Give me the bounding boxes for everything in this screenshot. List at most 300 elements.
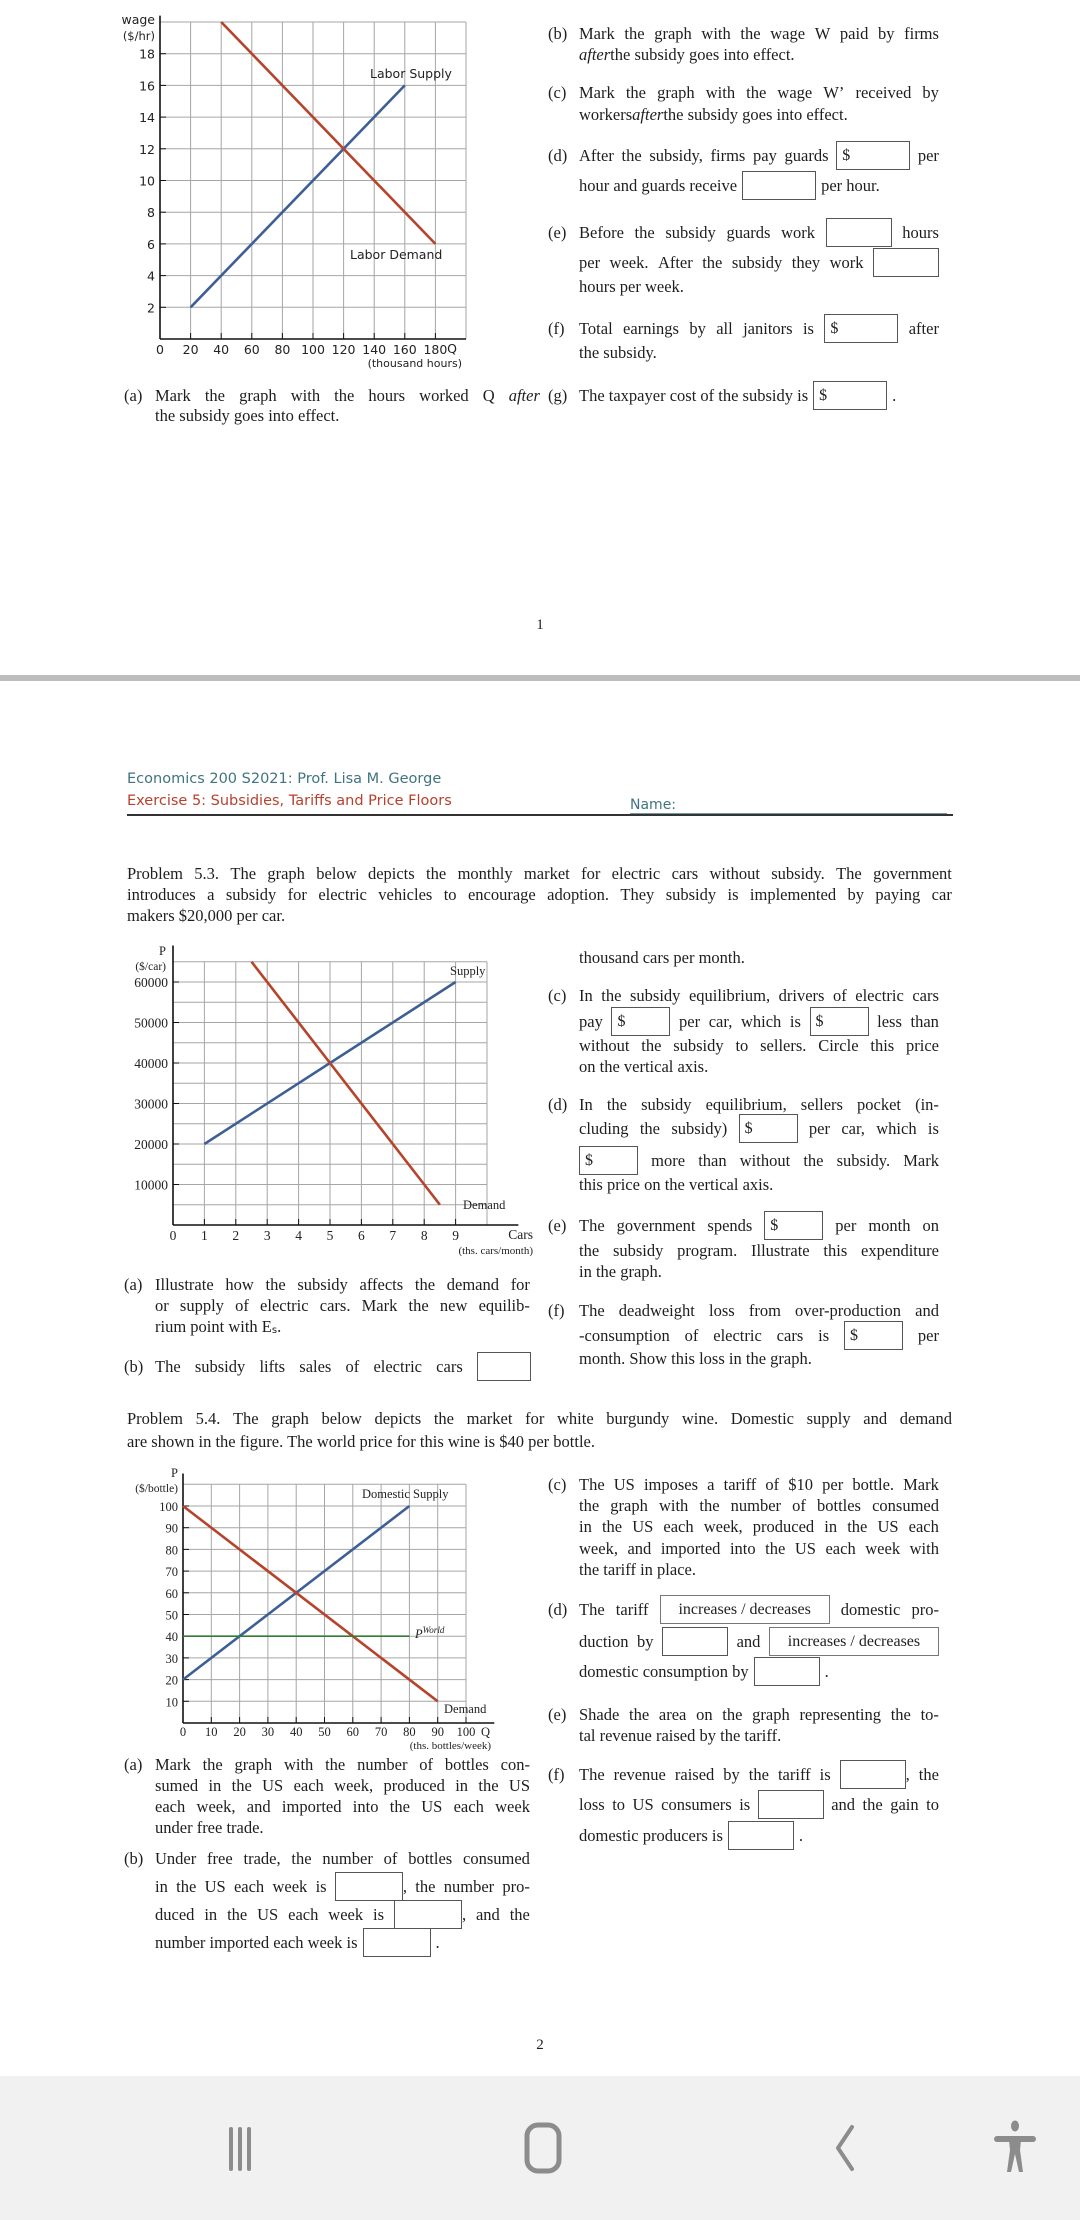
text: after xyxy=(632,104,664,124)
answer-box[interactable] xyxy=(363,1928,431,1957)
word xyxy=(820,1765,831,1785)
text: to xyxy=(926,1794,939,1814)
x-tick-label: 70 xyxy=(374,1725,388,1739)
text: they xyxy=(791,252,821,272)
text: the xyxy=(765,1538,786,1558)
word xyxy=(801,1095,843,1115)
question-label: (e) xyxy=(548,223,567,242)
p3-f-line xyxy=(579,1760,939,1789)
p3-f-line xyxy=(579,1790,939,1819)
word xyxy=(841,1119,865,1139)
answer-box[interactable] xyxy=(754,1657,820,1686)
y-tick-label: 2 xyxy=(147,300,155,316)
text: the xyxy=(408,1295,429,1315)
question-label: (a) xyxy=(124,1755,143,1774)
text: the xyxy=(415,1876,436,1896)
text: Illustrate xyxy=(750,1240,810,1260)
text: per xyxy=(822,1474,844,1494)
text: on xyxy=(696,1704,713,1724)
text: market xyxy=(466,1408,513,1428)
word xyxy=(689,319,706,339)
word xyxy=(321,1409,361,1429)
course-header: Economics 200 S2021: Prof. Lisa M. George xyxy=(127,771,442,787)
answer-box[interactable]: $ xyxy=(844,1321,903,1350)
text: burgundy xyxy=(606,1408,670,1428)
answer-box[interactable]: $ xyxy=(739,1114,798,1143)
text: for xyxy=(287,884,307,904)
word xyxy=(911,1600,939,1620)
word xyxy=(709,1301,735,1321)
y-tick-label: 80 xyxy=(165,1543,178,1558)
text: -consumption xyxy=(579,1325,670,1345)
text: the subsidy goes into effect. xyxy=(610,44,795,64)
text: is xyxy=(727,884,739,904)
text: in xyxy=(208,1775,222,1795)
text: The xyxy=(836,863,862,883)
text: cars xyxy=(912,985,939,1005)
word xyxy=(918,146,939,166)
text: after xyxy=(908,318,939,338)
text: in xyxy=(455,1775,469,1795)
word xyxy=(436,1357,463,1377)
text: in the graph. xyxy=(579,1261,662,1281)
word xyxy=(818,1326,829,1346)
p2-intro-line xyxy=(127,901,952,930)
word xyxy=(346,1357,360,1377)
word xyxy=(863,1409,887,1429)
text: the tariff in place. xyxy=(579,1559,696,1579)
x-tick-label: 7 xyxy=(389,1228,397,1243)
p3-b-line xyxy=(155,1900,530,1929)
y-tick-label: 16 xyxy=(139,78,155,94)
text: cars xyxy=(776,1325,804,1345)
text: of xyxy=(684,1325,699,1345)
text: by xyxy=(723,1764,740,1784)
text: the xyxy=(639,1118,660,1138)
word xyxy=(610,253,649,273)
text: In xyxy=(579,1094,593,1114)
text: for xyxy=(581,863,601,883)
p2-e-line xyxy=(579,1257,939,1286)
text: this xyxy=(870,1035,895,1055)
accessibility-button[interactable] xyxy=(980,2116,1050,2180)
text: workers xyxy=(579,104,633,124)
text: and xyxy=(863,1408,888,1428)
text: bottles xyxy=(816,1495,861,1515)
text: cars xyxy=(436,1356,463,1376)
text: US xyxy=(632,1794,654,1814)
word xyxy=(155,1905,194,1925)
text: paid xyxy=(839,23,869,43)
word xyxy=(204,1905,217,1925)
word xyxy=(640,1119,660,1139)
text: earnings xyxy=(623,318,679,338)
text: hours xyxy=(368,385,406,405)
answer-box[interactable] xyxy=(335,1872,403,1901)
text: each xyxy=(453,1796,484,1816)
x-tick-label: 100 xyxy=(456,1725,476,1739)
p1-d-line xyxy=(579,171,939,200)
word xyxy=(716,319,733,339)
text: each xyxy=(233,1876,265,1896)
text: pay xyxy=(753,145,777,165)
text: subsidy. xyxy=(836,1150,891,1170)
x-tick-label: 10 xyxy=(205,1725,218,1739)
text: the xyxy=(748,1764,769,1784)
word xyxy=(579,1632,629,1652)
text: Mark xyxy=(903,1150,939,1170)
text: below xyxy=(316,863,357,883)
text: subsidy) xyxy=(671,1118,728,1138)
word xyxy=(795,1301,901,1321)
text: depicts xyxy=(367,863,415,883)
p1-e-line xyxy=(579,272,939,301)
word xyxy=(328,1905,363,1925)
word xyxy=(689,986,770,1006)
text: electric xyxy=(713,1325,762,1345)
word xyxy=(579,1216,605,1236)
text: electric xyxy=(855,985,904,1005)
text: car xyxy=(931,884,952,904)
text: without xyxy=(579,1035,630,1055)
text: supply xyxy=(179,1295,224,1315)
answer-box[interactable]: $ xyxy=(810,1007,869,1036)
text: free xyxy=(207,1848,233,1868)
x-tick-label: 1 xyxy=(201,1228,208,1243)
x-tick-label: 160 xyxy=(392,342,417,357)
answer-box[interactable]: $ xyxy=(824,314,898,343)
series-label: Labor Demand xyxy=(350,247,443,262)
text: cars xyxy=(671,863,699,883)
word xyxy=(918,1326,939,1346)
text: a xyxy=(707,1474,715,1494)
text: The xyxy=(579,1474,605,1494)
text: market xyxy=(523,863,570,883)
recent-apps-button[interactable] xyxy=(205,2116,275,2180)
text: W xyxy=(814,23,831,43)
text: into xyxy=(352,1796,379,1816)
word xyxy=(778,1765,811,1785)
home-button[interactable] xyxy=(508,2116,578,2180)
word xyxy=(271,1409,309,1429)
x-tick-label: 0 xyxy=(169,1228,177,1243)
text: by xyxy=(637,1631,654,1651)
x-tick-label: 20 xyxy=(233,1725,246,1739)
text: pay xyxy=(579,1011,603,1031)
text: subsidy. xyxy=(771,863,825,883)
text: week, xyxy=(334,1775,374,1795)
recent-apps-icon xyxy=(220,2123,260,2173)
y-tick-label: 30 xyxy=(165,1651,178,1666)
text: After xyxy=(657,252,693,272)
x-tick-label: 100 xyxy=(301,342,325,357)
word xyxy=(579,986,593,1006)
y-axis-label: wage xyxy=(121,12,155,27)
word xyxy=(803,1151,823,1171)
text: week xyxy=(272,1876,308,1896)
text: the xyxy=(579,1495,600,1515)
text: number xyxy=(730,1495,782,1515)
word xyxy=(855,986,904,1006)
page-number: 2 xyxy=(536,2037,544,2053)
word xyxy=(205,1877,226,1897)
answer-box[interactable]: $ xyxy=(836,141,910,170)
word xyxy=(785,146,829,166)
text: subsidy xyxy=(225,884,277,904)
word xyxy=(826,218,892,247)
text: month. Show this loss in the graph. xyxy=(579,1348,812,1368)
word xyxy=(769,1627,939,1656)
text: equilibrium, xyxy=(688,985,771,1005)
text: subsidy xyxy=(194,1356,246,1376)
word xyxy=(890,1795,918,1815)
android-navigation-bar xyxy=(0,2076,1080,2220)
word xyxy=(743,319,793,339)
text: the xyxy=(478,1775,499,1795)
text: deadweight xyxy=(618,1300,695,1320)
question-label: (b) xyxy=(548,24,568,43)
answer-box[interactable] xyxy=(742,171,816,200)
x-tick-label: 0 xyxy=(156,342,164,357)
question-label: (d) xyxy=(548,1095,568,1114)
text: is xyxy=(819,1764,831,1784)
p3-e-line xyxy=(579,1721,939,1750)
text: bottles xyxy=(444,1754,489,1774)
word xyxy=(196,1409,221,1429)
text: all xyxy=(716,318,733,338)
y-tick-label: 50000 xyxy=(134,1015,168,1031)
text: subsidy xyxy=(629,985,681,1005)
x-tick-label: 140 xyxy=(362,342,387,357)
text: domestic xyxy=(840,1599,901,1619)
text: , xyxy=(905,1764,910,1784)
word xyxy=(868,1216,910,1236)
text: introduces xyxy=(127,884,196,904)
x-tick-label: 40 xyxy=(213,342,230,357)
text: the xyxy=(202,1754,223,1774)
text: spends xyxy=(707,1215,753,1235)
word xyxy=(288,1905,318,1925)
choice-box[interactable]: increases / decreases xyxy=(660,1595,830,1624)
text: number xyxy=(322,1848,373,1868)
text: a xyxy=(207,884,215,904)
text: representing xyxy=(799,1704,881,1724)
text: for xyxy=(525,1408,545,1428)
y-tick-label: 14 xyxy=(139,110,155,126)
series-label xyxy=(414,1625,445,1641)
back-button[interactable] xyxy=(810,2116,880,2180)
text: this price on the vertical axis. xyxy=(579,1174,774,1194)
word xyxy=(731,1409,794,1429)
word xyxy=(617,1216,696,1236)
text: is xyxy=(373,1904,385,1924)
choice-box[interactable]: increases / decreases xyxy=(769,1627,939,1656)
text: government xyxy=(873,863,952,883)
series-line-labor-supply xyxy=(191,85,405,307)
x-tick-label: 3 xyxy=(263,1228,271,1243)
text: the xyxy=(746,82,767,102)
y-tick-label: 70 xyxy=(165,1565,178,1580)
text: tariff xyxy=(777,1764,811,1784)
text: demand xyxy=(899,1408,952,1428)
text: the xyxy=(389,1796,410,1816)
p3-b-line xyxy=(155,1928,530,1957)
x-tick-label: 80 xyxy=(403,1725,416,1739)
answer-box[interactable] xyxy=(758,1790,824,1819)
word xyxy=(612,1795,625,1815)
x-axis-unit: (ths. cars/month) xyxy=(458,1245,533,1257)
text: cars. xyxy=(319,1295,351,1315)
text: graph xyxy=(752,1704,790,1724)
p2-d-line xyxy=(579,1114,939,1143)
series-line-demand xyxy=(183,1506,438,1701)
y-tick-label: 40 xyxy=(165,1630,178,1645)
text: Total xyxy=(579,318,613,338)
answer-box[interactable] xyxy=(477,1352,531,1381)
word xyxy=(244,1849,281,1869)
word xyxy=(434,1409,454,1429)
word xyxy=(685,1326,699,1346)
word xyxy=(384,1849,398,1869)
word xyxy=(919,1765,939,1785)
text: week, xyxy=(196,1796,236,1816)
text: work xyxy=(829,252,864,272)
text: with xyxy=(658,1495,689,1515)
back-icon xyxy=(825,2123,865,2173)
text: car, xyxy=(708,1011,733,1031)
text: firms xyxy=(904,23,939,43)
y-tick-label: 60000 xyxy=(134,975,168,990)
word xyxy=(579,1301,605,1321)
text: white xyxy=(556,1408,594,1428)
text: the subsidy goes into effect. xyxy=(155,405,340,425)
word xyxy=(633,1795,654,1815)
text: per xyxy=(917,1325,939,1345)
word xyxy=(915,1095,939,1115)
word xyxy=(408,1849,452,1869)
text: hours per week. xyxy=(579,276,684,296)
text: depicts xyxy=(374,1408,422,1428)
word xyxy=(900,1409,952,1429)
y-tick-label: 20000 xyxy=(134,1137,168,1152)
y-axis-unit: ($/bottle) xyxy=(135,1483,178,1495)
word xyxy=(779,986,825,1006)
text: new xyxy=(439,1295,468,1315)
word xyxy=(635,223,655,243)
text: W’ xyxy=(823,82,845,102)
text: loss xyxy=(579,1794,605,1814)
text: in xyxy=(155,1876,168,1896)
text: worked xyxy=(419,385,469,405)
text: the xyxy=(862,1794,883,1814)
answer-box[interactable] xyxy=(826,218,892,247)
p3-b-line xyxy=(155,1844,530,1873)
text: for xyxy=(510,1274,530,1294)
word xyxy=(837,1151,890,1171)
text: which xyxy=(740,1011,782,1031)
text: the xyxy=(601,985,622,1005)
word xyxy=(830,253,864,273)
word xyxy=(876,1119,916,1139)
text: is xyxy=(927,1118,939,1138)
question-label: (g) xyxy=(548,386,568,405)
x-tick-label: 8 xyxy=(420,1228,428,1243)
answer-box[interactable]: $ xyxy=(579,1146,638,1175)
word xyxy=(127,1409,183,1429)
text: price xyxy=(906,1035,939,1055)
text: duced xyxy=(155,1904,195,1924)
word xyxy=(373,1357,422,1377)
word xyxy=(579,1119,629,1139)
series-line-labor-demand xyxy=(221,22,435,244)
text: monthly xyxy=(457,863,513,883)
word xyxy=(502,1877,530,1897)
y-axis-unit: ($/hr) xyxy=(122,29,155,43)
word xyxy=(790,1012,801,1032)
word xyxy=(619,1301,695,1321)
answer-box[interactable] xyxy=(840,1760,906,1789)
text: with xyxy=(909,1538,939,1558)
p2-c-line xyxy=(579,981,939,1010)
text: week, xyxy=(703,1516,743,1536)
y-tick-label: 10000 xyxy=(134,1177,168,1193)
word xyxy=(803,319,814,339)
text: which xyxy=(876,1118,917,1138)
word xyxy=(709,1012,733,1032)
word xyxy=(739,1114,798,1143)
text: Problem xyxy=(127,1408,183,1428)
word xyxy=(910,1012,938,1032)
x-axis-label: Q xyxy=(447,341,457,356)
p2-b-line xyxy=(155,1352,531,1381)
word xyxy=(579,1795,605,1815)
text: per xyxy=(679,1011,701,1031)
word xyxy=(227,1905,247,1925)
answer-box[interactable] xyxy=(728,1821,794,1850)
text: number imported each week is xyxy=(155,1932,358,1952)
word xyxy=(291,1849,311,1869)
answer-box[interactable] xyxy=(394,1900,462,1929)
answer-box[interactable]: $ xyxy=(764,1211,823,1240)
answer-box[interactable]: $ xyxy=(813,381,887,410)
word xyxy=(622,146,642,166)
text: more xyxy=(651,1150,686,1170)
text: equilib- xyxy=(478,1295,530,1315)
word xyxy=(637,1632,654,1652)
p1-b-line xyxy=(579,40,939,69)
text: government xyxy=(616,1215,696,1235)
text: the xyxy=(227,1904,248,1924)
x-tick-label: 30 xyxy=(261,1725,275,1739)
text: the xyxy=(606,1094,627,1114)
question-label: (c) xyxy=(548,986,567,1005)
text: week, xyxy=(579,1538,618,1558)
word xyxy=(155,1357,181,1377)
text: (in- xyxy=(915,1094,939,1114)
answer-box[interactable]: $ xyxy=(611,1007,670,1036)
text: equilibrium, xyxy=(705,1094,787,1114)
answer-box[interactable] xyxy=(662,1627,728,1656)
word xyxy=(781,223,815,243)
text: of xyxy=(235,1295,249,1315)
text: the xyxy=(702,252,723,272)
text: than xyxy=(698,1150,727,1170)
p3-d-line xyxy=(579,1657,939,1686)
text: the xyxy=(740,23,761,43)
text: In xyxy=(579,985,593,1005)
text: US xyxy=(877,1516,899,1536)
x-axis-unit: (thousand hours) xyxy=(367,357,462,370)
